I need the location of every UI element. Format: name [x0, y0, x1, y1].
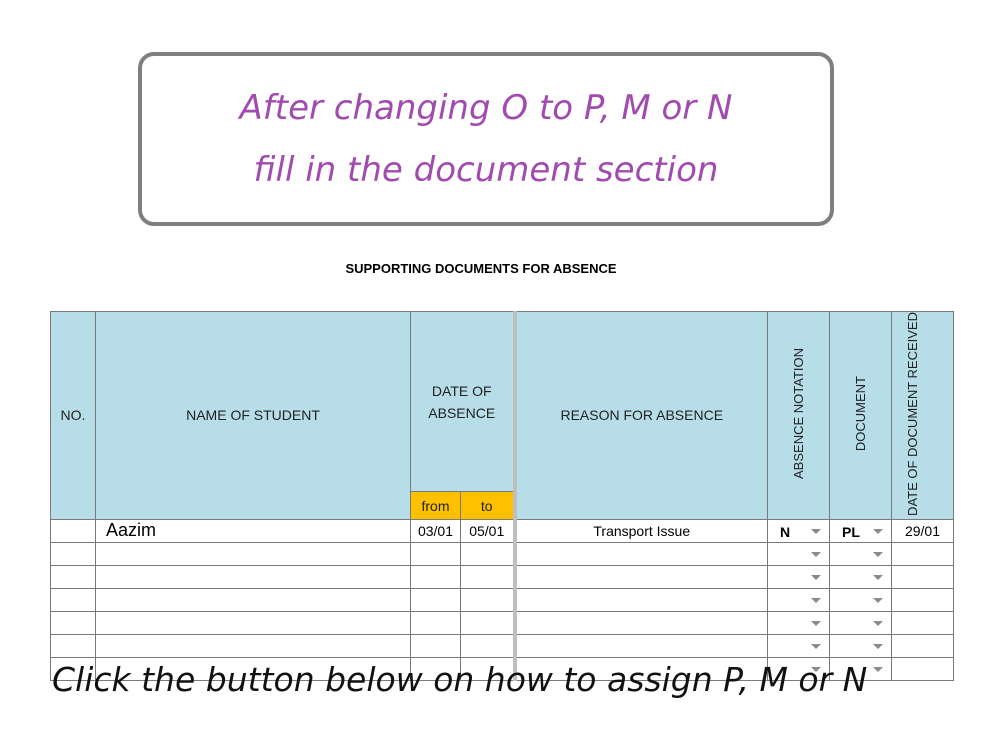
document-dropdown[interactable] — [830, 542, 892, 565]
table-row — [51, 565, 954, 588]
document-dropdown[interactable] — [830, 611, 892, 634]
cell-date-received[interactable] — [892, 588, 954, 611]
cell-reason[interactable] — [515, 542, 768, 565]
dropdown-arrow-icon[interactable] — [811, 621, 821, 626]
cell-date-to[interactable] — [461, 588, 515, 611]
header-absence-notation-label: ABSENCE NOTATION — [790, 348, 806, 480]
document-dropdown[interactable] — [830, 634, 892, 657]
dropdown-arrow-icon[interactable] — [873, 575, 883, 580]
dropdown-arrow-icon[interactable] — [811, 575, 821, 580]
cell-date-from[interactable] — [411, 611, 461, 634]
header-date-of-absence-label: DATE OF ABSENCE — [428, 382, 496, 421]
header-name-of-student: NAME OF STUDENT — [96, 312, 411, 520]
table-row — [51, 588, 954, 611]
cell-reason[interactable] — [515, 611, 768, 634]
cell-date-from[interactable] — [411, 542, 461, 565]
absence-notation-dropdown[interactable] — [768, 542, 830, 565]
cell-no[interactable] — [51, 611, 96, 634]
cell-date-from[interactable]: 03/01 — [411, 519, 461, 542]
instruction-callout — [138, 52, 834, 226]
callout-line-2: fill in the document section — [253, 150, 719, 190]
document-dropdown[interactable] — [830, 565, 892, 588]
header-date-received-label: DATE OF DOCUMENT RECEIVED — [904, 312, 920, 516]
cell-date-to[interactable] — [461, 611, 515, 634]
table-row — [51, 519, 954, 542]
dropdown-arrow-icon[interactable] — [873, 644, 883, 649]
table-row — [51, 542, 954, 565]
absence-documents-table — [50, 311, 954, 681]
cell-student-name[interactable] — [96, 588, 411, 611]
cell-date-received[interactable] — [892, 542, 954, 565]
cell-reason[interactable] — [515, 588, 768, 611]
dropdown-arrow-icon[interactable] — [811, 644, 821, 649]
document-dropdown[interactable] — [830, 588, 892, 611]
cell-reason[interactable] — [515, 634, 768, 657]
header-document-label: DOCUMENT — [852, 376, 868, 452]
cell-student-name[interactable] — [96, 611, 411, 634]
header-document — [830, 312, 892, 520]
header-no: NO. — [51, 312, 96, 520]
dropdown-arrow-icon[interactable] — [811, 552, 821, 557]
callout-line-1: After changing O to P, M or N — [239, 88, 733, 128]
cell-date-from[interactable] — [411, 634, 461, 657]
cell-date-to[interactable] — [461, 542, 515, 565]
dropdown-arrow-icon[interactable] — [873, 598, 883, 603]
absence-notation-dropdown[interactable] — [768, 588, 830, 611]
absence-notation-value: N — [780, 523, 791, 540]
cell-student-name[interactable] — [96, 634, 411, 657]
header-to: to — [461, 492, 515, 519]
header-from: from — [411, 492, 461, 519]
cell-no[interactable] — [51, 634, 96, 657]
absence-notation-dropdown[interactable] — [768, 611, 830, 634]
cell-date-to[interactable] — [461, 565, 515, 588]
cell-date-received[interactable]: 29/01 — [892, 519, 954, 542]
cell-date-received[interactable] — [892, 565, 954, 588]
instruction-caption: Click the button below on how to assign P, M or N — [52, 660, 868, 699]
header-absence-notation — [768, 312, 830, 520]
cell-date-received[interactable] — [892, 634, 954, 657]
cell-reason[interactable]: Transport Issue — [515, 519, 768, 542]
cell-no[interactable] — [51, 565, 96, 588]
absence-notation-dropdown[interactable] — [768, 634, 830, 657]
cell-date-from[interactable] — [411, 565, 461, 588]
dropdown-arrow-icon[interactable] — [811, 529, 821, 534]
document-value: PL — [842, 523, 860, 540]
header-reason-for-absence: REASON FOR ABSENCE — [515, 312, 768, 520]
table-row — [51, 634, 954, 657]
cell-no[interactable] — [51, 542, 96, 565]
cell-date-to[interactable] — [461, 634, 515, 657]
document-dropdown[interactable] — [830, 519, 892, 542]
sheet-title: SUPPORTING DOCUMENTS FOR ABSENCE — [345, 261, 617, 276]
dropdown-arrow-icon[interactable] — [811, 598, 821, 603]
table-row — [51, 611, 954, 634]
dropdown-arrow-icon[interactable] — [873, 529, 883, 534]
header-date-of-absence — [411, 312, 515, 492]
cell-date-received[interactable] — [892, 611, 954, 634]
absence-notation-dropdown[interactable] — [768, 519, 830, 542]
cell-student-name[interactable]: Aazim — [96, 519, 411, 542]
cell-student-name[interactable] — [96, 565, 411, 588]
header-date-received — [892, 312, 954, 520]
absence-notation-dropdown[interactable] — [768, 565, 830, 588]
cell-no[interactable] — [51, 588, 96, 611]
cell-student-name[interactable] — [96, 542, 411, 565]
cell-date-from[interactable] — [411, 588, 461, 611]
dropdown-arrow-icon[interactable] — [873, 621, 883, 626]
dropdown-arrow-icon[interactable] — [873, 552, 883, 557]
cell-reason[interactable] — [515, 565, 768, 588]
cell-no[interactable] — [51, 519, 96, 542]
cell-date-to[interactable]: 05/01 — [461, 519, 515, 542]
